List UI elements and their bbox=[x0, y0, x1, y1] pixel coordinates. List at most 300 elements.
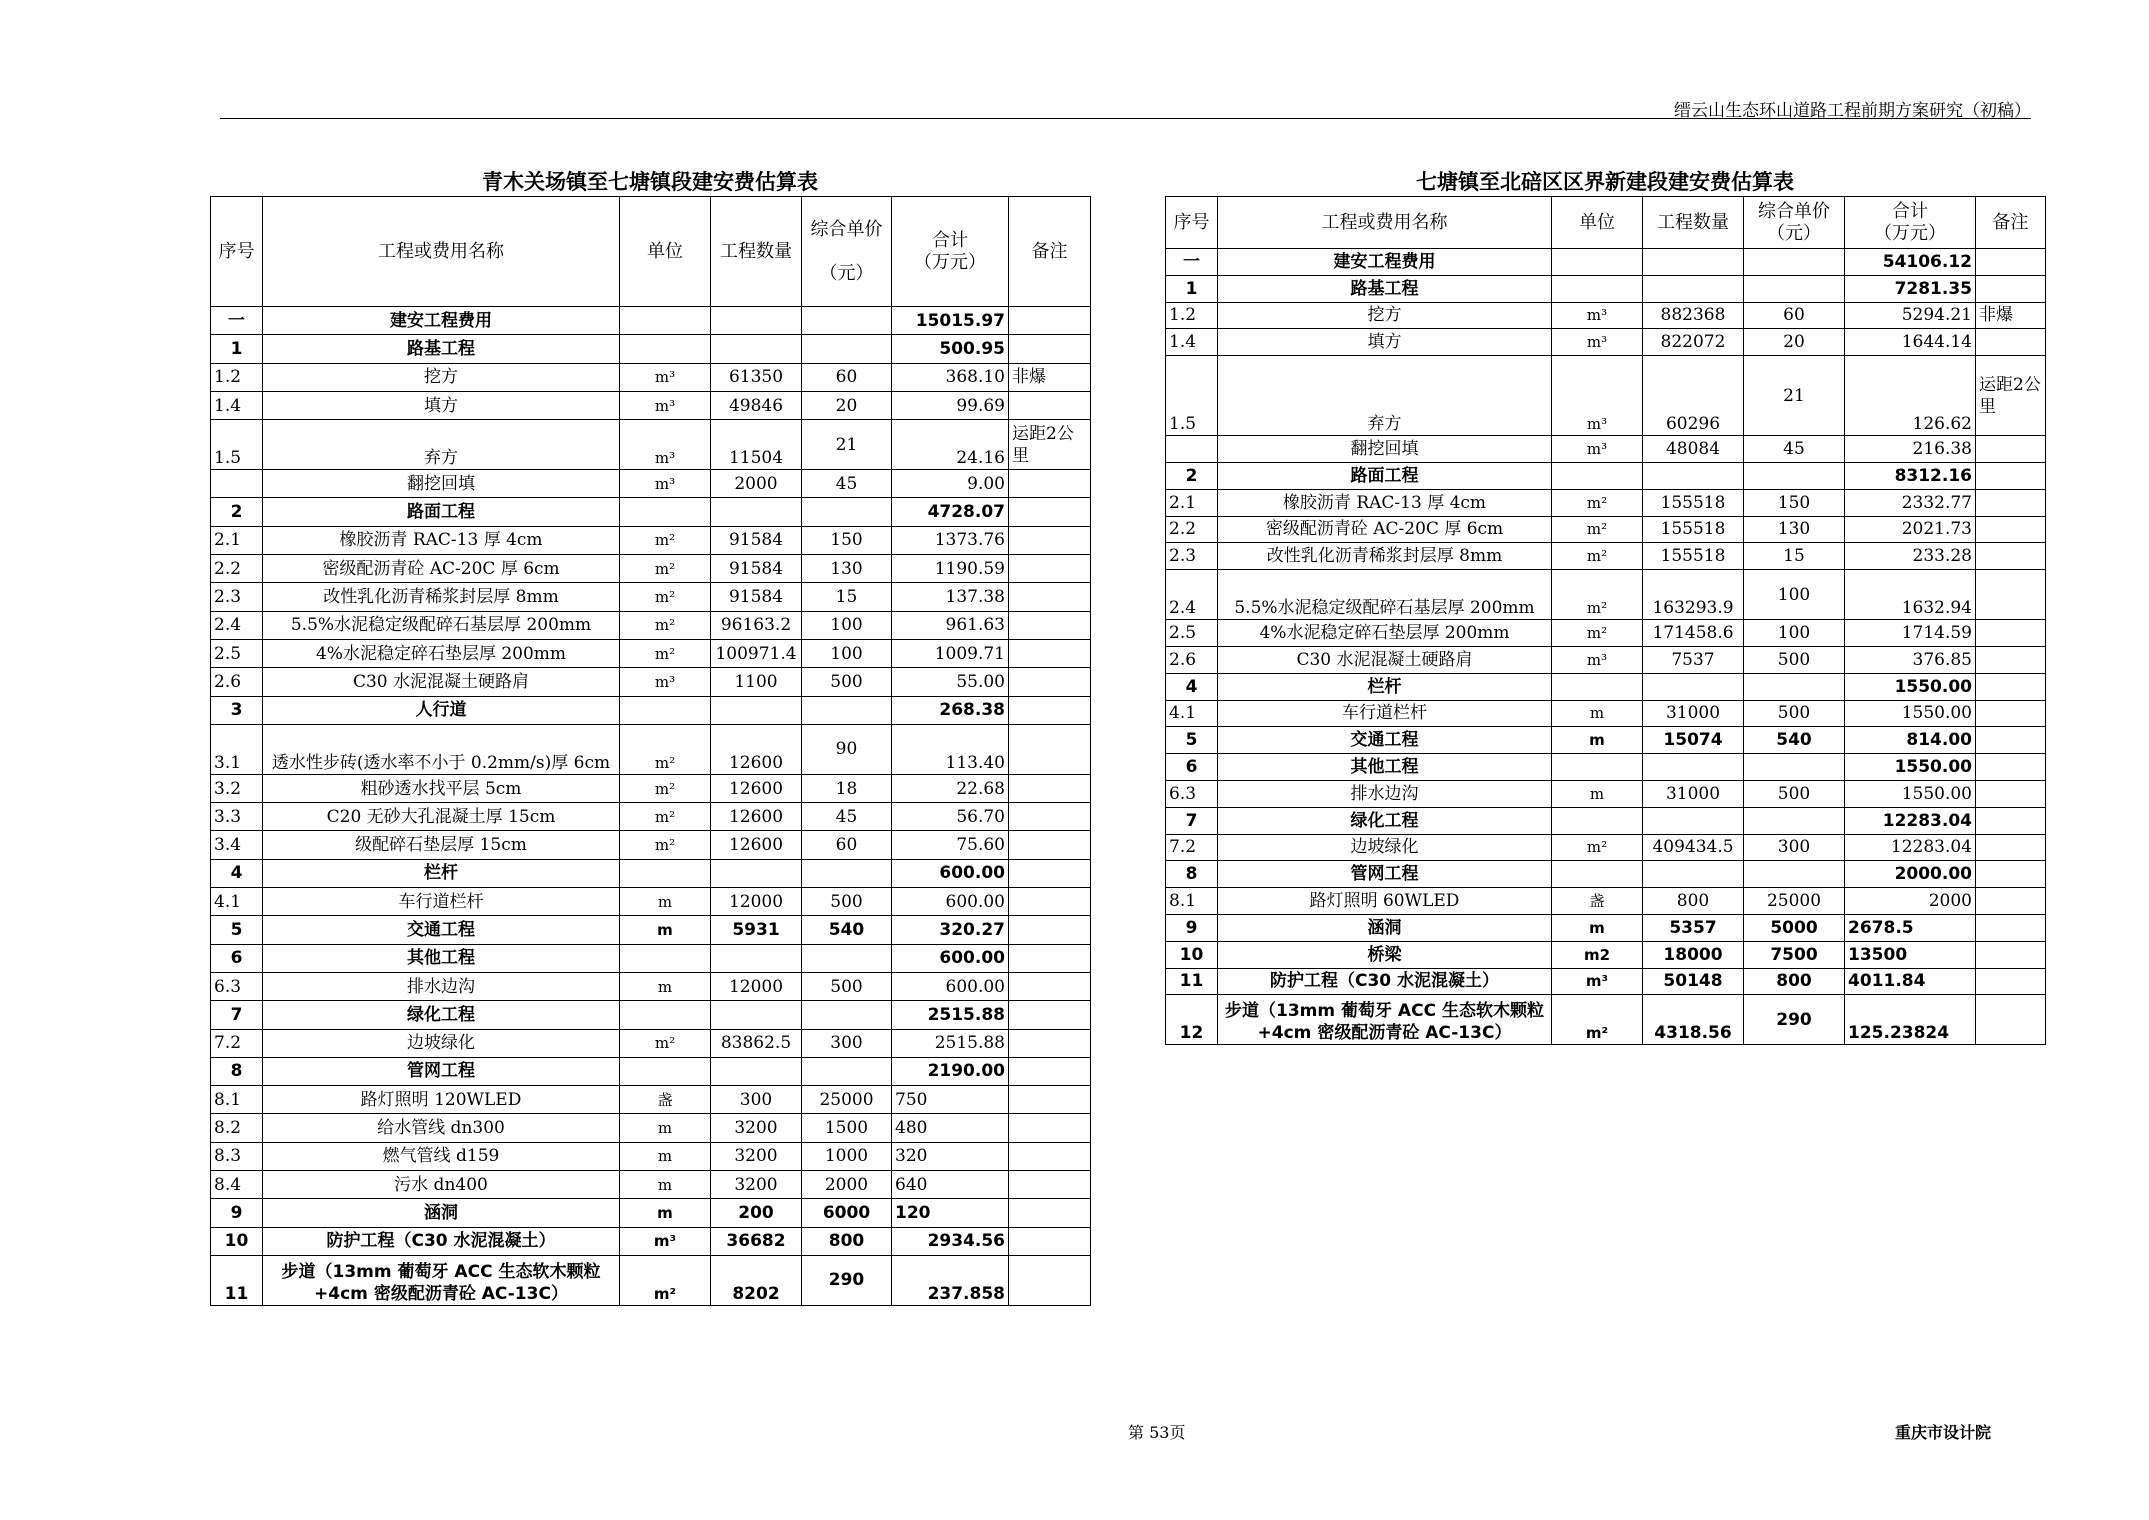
table-row bbox=[1166, 727, 2046, 754]
cell-seq: 7 bbox=[1166, 807, 1218, 834]
cell-note bbox=[1976, 914, 2046, 941]
cell-qty: 49846 bbox=[711, 391, 802, 419]
cell-qty: 100971.4 bbox=[711, 639, 802, 667]
cell-total: 15015.97 bbox=[892, 307, 1009, 335]
cell-note bbox=[1009, 611, 1091, 639]
cell-price: 25000 bbox=[1744, 888, 1845, 915]
cell-qty: 91584 bbox=[711, 526, 802, 554]
cell-qty bbox=[1643, 807, 1744, 834]
table-row bbox=[211, 696, 1091, 724]
cell-name: 5.5%水泥稳定级配碎石基层厚 200mm bbox=[263, 611, 620, 639]
cell-price bbox=[802, 1001, 892, 1029]
cell-qty: 3200 bbox=[711, 1114, 802, 1142]
cell-unit: m³ bbox=[620, 391, 711, 419]
cell-total: 5294.21 bbox=[1845, 302, 1976, 329]
cell-price: 540 bbox=[1744, 727, 1845, 754]
cell-qty: 91584 bbox=[711, 555, 802, 583]
cell-note bbox=[1009, 526, 1091, 554]
cell-total: 268.38 bbox=[892, 696, 1009, 724]
cell-qty: 83862.5 bbox=[711, 1029, 802, 1057]
cell-note bbox=[1976, 700, 2046, 727]
cell-total: 2021.73 bbox=[1845, 516, 1976, 543]
cell-unit: m³ bbox=[1552, 436, 1643, 463]
cell-note bbox=[1976, 780, 2046, 807]
table-row bbox=[211, 1029, 1091, 1057]
cell-qty: 12000 bbox=[711, 972, 802, 1000]
table-row bbox=[211, 774, 1091, 802]
cell-total: 1632.94 bbox=[1845, 570, 1976, 620]
cell-total: 500.95 bbox=[892, 335, 1009, 363]
cell-note bbox=[1009, 803, 1091, 831]
cell-qty: 31000 bbox=[1643, 700, 1744, 727]
cell-note bbox=[1976, 807, 2046, 834]
cell-qty: 3200 bbox=[711, 1142, 802, 1170]
cell-name: 栏杆 bbox=[1218, 673, 1552, 700]
table-row bbox=[211, 859, 1091, 887]
cell-total: 1009.71 bbox=[892, 639, 1009, 667]
cell-price: 21 bbox=[1744, 356, 1845, 436]
cell-seq bbox=[1166, 436, 1218, 463]
cell-seq: 2.4 bbox=[211, 611, 263, 639]
cell-unit: m² bbox=[620, 639, 711, 667]
cell-qty: 12600 bbox=[711, 724, 802, 774]
cell-total: 814.00 bbox=[1845, 727, 1976, 754]
cell-qty bbox=[1643, 462, 1744, 489]
table-row bbox=[1166, 489, 2046, 516]
cell-seq: 7 bbox=[211, 1001, 263, 1029]
cell-name: 挖方 bbox=[1218, 302, 1552, 329]
cell-seq: 2.6 bbox=[1166, 646, 1218, 673]
cell-total: 55.00 bbox=[892, 668, 1009, 696]
cell-price: 500 bbox=[1744, 780, 1845, 807]
table-row bbox=[211, 1227, 1091, 1255]
cell-name: 密级配沥青砼 AC-20C 厚 6cm bbox=[263, 555, 620, 583]
cell-name: 交通工程 bbox=[1218, 727, 1552, 754]
cell-qty: 91584 bbox=[711, 583, 802, 611]
cell-note bbox=[1009, 1227, 1091, 1255]
cell-note bbox=[1009, 774, 1091, 802]
cell-unit: m² bbox=[1552, 543, 1643, 570]
cell-total: 75.60 bbox=[892, 831, 1009, 859]
table-row bbox=[1166, 968, 2046, 995]
footer-page-number: 第 53页 bbox=[1128, 1423, 1186, 1442]
cell-price bbox=[1744, 249, 1845, 276]
cell-name: C30 水泥混凝土硬路肩 bbox=[263, 668, 620, 696]
cell-price: 20 bbox=[1744, 329, 1845, 356]
cell-name: C30 水泥混凝土硬路肩 bbox=[1218, 646, 1552, 673]
cell-seq: 2.1 bbox=[211, 526, 263, 554]
cell-seq: 1 bbox=[1166, 275, 1218, 302]
cell-name: 4%水泥稳定碎石垫层厚 200mm bbox=[1218, 620, 1552, 647]
table-row bbox=[211, 1114, 1091, 1142]
cell-name: 建安工程费用 bbox=[263, 307, 620, 335]
table-row bbox=[211, 335, 1091, 363]
cell-qty: 822072 bbox=[1643, 329, 1744, 356]
cell-name: 填方 bbox=[1218, 329, 1552, 356]
cell-name: 涵洞 bbox=[1218, 914, 1552, 941]
cell-total: 1714.59 bbox=[1845, 620, 1976, 647]
header-note: 备注 bbox=[1009, 197, 1091, 307]
cell-seq: 10 bbox=[1166, 941, 1218, 968]
header-seq: 序号 bbox=[1166, 197, 1218, 249]
cell-note bbox=[1976, 834, 2046, 861]
cell-name: 边坡绿化 bbox=[263, 1029, 620, 1057]
cell-qty: 155518 bbox=[1643, 489, 1744, 516]
cell-total: 8312.16 bbox=[1845, 462, 1976, 489]
cell-qty: 4318.56 bbox=[1643, 995, 1744, 1045]
cell-total: 640 bbox=[892, 1171, 1009, 1199]
cell-price: 25000 bbox=[802, 1086, 892, 1114]
cell-unit: m² bbox=[620, 774, 711, 802]
cell-seq: 6 bbox=[211, 944, 263, 972]
table-row bbox=[1166, 275, 2046, 302]
cell-seq: 2.4 bbox=[1166, 570, 1218, 620]
cell-total: 600.00 bbox=[892, 888, 1009, 916]
cell-seq: 一 bbox=[211, 307, 263, 335]
cell-price: 5000 bbox=[1744, 914, 1845, 941]
cell-price: 300 bbox=[802, 1029, 892, 1057]
table-row bbox=[211, 1086, 1091, 1114]
cell-unit bbox=[1552, 754, 1643, 781]
cell-total: 2678.5 bbox=[1845, 914, 1976, 941]
cell-seq: 3.1 bbox=[211, 724, 263, 774]
cell-note: 非爆 bbox=[1976, 302, 2046, 329]
cell-unit: m bbox=[1552, 727, 1643, 754]
cell-qty: 12600 bbox=[711, 774, 802, 802]
cell-name: 桥梁 bbox=[1218, 941, 1552, 968]
table-row bbox=[1166, 700, 2046, 727]
cell-total: 120 bbox=[892, 1199, 1009, 1227]
cell-note bbox=[1976, 543, 2046, 570]
cell-unit bbox=[1552, 673, 1643, 700]
cell-qty: 61350 bbox=[711, 363, 802, 391]
table-row bbox=[211, 724, 1091, 774]
cell-total: 1644.14 bbox=[1845, 329, 1976, 356]
cell-name: 密级配沥青砼 AC-20C 厚 6cm bbox=[1218, 516, 1552, 543]
cell-qty: 800 bbox=[1643, 888, 1744, 915]
cell-unit: m² bbox=[1552, 570, 1643, 620]
cell-name: 路灯照明 60WLED bbox=[1218, 888, 1552, 915]
cell-total: 600.00 bbox=[892, 944, 1009, 972]
table-row bbox=[1166, 861, 2046, 888]
cell-total: 1190.59 bbox=[892, 555, 1009, 583]
cell-total: 2934.56 bbox=[892, 1227, 1009, 1255]
cell-note bbox=[1009, 639, 1091, 667]
cell-name: 绿化工程 bbox=[263, 1001, 620, 1029]
cell-total: 2000 bbox=[1845, 888, 1976, 915]
cell-name: 步道（13mm 葡萄牙 ACC 生态软木颗粒+4cm 密级配沥青砼 AC-13C） bbox=[263, 1255, 620, 1305]
cell-note bbox=[1009, 1142, 1091, 1170]
cell-price: 90 bbox=[802, 724, 892, 774]
page-header-title: 缙云山生态环山道路工程前期方案研究（初稿） bbox=[1674, 101, 2031, 121]
cell-price bbox=[802, 335, 892, 363]
cell-price: 1500 bbox=[802, 1114, 892, 1142]
cell-name: 路基工程 bbox=[1218, 275, 1552, 302]
cell-price: 45 bbox=[1744, 436, 1845, 463]
table-row bbox=[1166, 516, 2046, 543]
header-qty: 工程数量 bbox=[1643, 197, 1744, 249]
cell-qty: 2000 bbox=[711, 470, 802, 498]
table-row bbox=[211, 888, 1091, 916]
cell-price: 130 bbox=[802, 555, 892, 583]
cell-total: 99.69 bbox=[892, 391, 1009, 419]
cell-seq: 1.2 bbox=[211, 363, 263, 391]
cell-total: 2332.77 bbox=[1845, 489, 1976, 516]
cell-name: 5.5%水泥稳定级配碎石基层厚 200mm bbox=[1218, 570, 1552, 620]
cell-unit: m³ bbox=[620, 668, 711, 696]
cell-unit bbox=[1552, 807, 1643, 834]
cell-qty: 300 bbox=[711, 1086, 802, 1114]
cell-total: 237.858 bbox=[892, 1255, 1009, 1305]
cell-qty: 11504 bbox=[711, 420, 802, 470]
cell-qty: 60296 bbox=[1643, 356, 1744, 436]
table-row bbox=[1166, 646, 2046, 673]
cell-total: 2190.00 bbox=[892, 1057, 1009, 1085]
cell-unit bbox=[620, 498, 711, 526]
cell-note bbox=[1009, 583, 1091, 611]
cell-name: 给水管线 dn300 bbox=[263, 1114, 620, 1142]
cell-total: 1373.76 bbox=[892, 526, 1009, 554]
cell-seq: 7.2 bbox=[1166, 834, 1218, 861]
table-row bbox=[1166, 914, 2046, 941]
cell-name: 挖方 bbox=[263, 363, 620, 391]
cell-note bbox=[1976, 888, 2046, 915]
cell-qty bbox=[711, 1001, 802, 1029]
table-row bbox=[1166, 570, 2046, 620]
cell-seq: 2.6 bbox=[211, 668, 263, 696]
cell-qty: 36682 bbox=[711, 1227, 802, 1255]
cell-total: 320.27 bbox=[892, 916, 1009, 944]
cell-seq: 8.4 bbox=[211, 1171, 263, 1199]
table-row bbox=[1166, 436, 2046, 463]
table-row bbox=[1166, 673, 2046, 700]
cell-seq: 6.3 bbox=[211, 972, 263, 1000]
cell-seq: 9 bbox=[211, 1199, 263, 1227]
cell-unit: m² bbox=[620, 583, 711, 611]
cell-seq: 2.2 bbox=[211, 555, 263, 583]
cell-qty: 1100 bbox=[711, 668, 802, 696]
cell-qty: 31000 bbox=[1643, 780, 1744, 807]
cell-note bbox=[1009, 1114, 1091, 1142]
cell-note bbox=[1009, 831, 1091, 859]
cell-note bbox=[1009, 1001, 1091, 1029]
cell-name: 其他工程 bbox=[263, 944, 620, 972]
cell-name: 改性乳化沥青稀浆封层厚 8mm bbox=[263, 583, 620, 611]
cell-qty: 12000 bbox=[711, 888, 802, 916]
cell-total: 125.23824 bbox=[1845, 995, 1976, 1045]
cell-total: 376.85 bbox=[1845, 646, 1976, 673]
header-note: 备注 bbox=[1976, 197, 2046, 249]
cell-name: 级配碎石垫层厚 15cm bbox=[263, 831, 620, 859]
cell-price: 15 bbox=[1744, 543, 1845, 570]
cell-unit: m² bbox=[1552, 995, 1643, 1045]
cell-price: 500 bbox=[1744, 646, 1845, 673]
cell-unit: m³ bbox=[1552, 968, 1643, 995]
cell-note bbox=[1976, 941, 2046, 968]
cell-name: 路基工程 bbox=[263, 335, 620, 363]
cell-seq: 4 bbox=[211, 859, 263, 887]
cell-total: 56.70 bbox=[892, 803, 1009, 831]
cell-unit bbox=[620, 944, 711, 972]
cell-note bbox=[1009, 391, 1091, 419]
cell-unit: m bbox=[1552, 780, 1643, 807]
cell-unit: m² bbox=[620, 611, 711, 639]
cell-unit: m bbox=[620, 1142, 711, 1170]
cell-qty: 18000 bbox=[1643, 941, 1744, 968]
cell-unit bbox=[620, 1057, 711, 1085]
cell-price: 500 bbox=[1744, 700, 1845, 727]
table-row bbox=[211, 1057, 1091, 1085]
cell-name: 栏杆 bbox=[263, 859, 620, 887]
cell-note bbox=[1976, 436, 2046, 463]
cell-total: 2000.00 bbox=[1845, 861, 1976, 888]
cell-note bbox=[1009, 1057, 1091, 1085]
cell-note bbox=[1009, 724, 1091, 774]
cell-seq: 2 bbox=[211, 498, 263, 526]
left-table-title: 青木关场镇至七塘镇段建安费估算表 bbox=[482, 170, 818, 194]
cell-price: 100 bbox=[802, 639, 892, 667]
cell-name: 透水性步砖(透水率不小于 0.2mm/s)厚 6cm bbox=[263, 724, 620, 774]
table-row bbox=[1166, 543, 2046, 570]
header-qty: 工程数量 bbox=[711, 197, 802, 307]
cell-price: 500 bbox=[802, 888, 892, 916]
table-row bbox=[211, 1001, 1091, 1029]
cell-note bbox=[1009, 1171, 1091, 1199]
cell-price: 45 bbox=[802, 470, 892, 498]
cell-qty: 155518 bbox=[1643, 516, 1744, 543]
cell-name: 污水 dn400 bbox=[263, 1171, 620, 1199]
cell-total: 54106.12 bbox=[1845, 249, 1976, 276]
cell-note bbox=[1976, 620, 2046, 647]
cell-qty: 171458.6 bbox=[1643, 620, 1744, 647]
cell-price: 500 bbox=[802, 972, 892, 1000]
cell-note bbox=[1009, 1255, 1091, 1305]
cell-name: 粗砂透水找平层 5cm bbox=[263, 774, 620, 802]
cell-qty bbox=[1643, 249, 1744, 276]
table-row bbox=[211, 972, 1091, 1000]
cell-seq: 11 bbox=[1166, 968, 1218, 995]
cell-name: 填方 bbox=[263, 391, 620, 419]
table-row bbox=[211, 363, 1091, 391]
cell-qty bbox=[711, 944, 802, 972]
cell-price: 290 bbox=[802, 1255, 892, 1305]
cell-qty: 163293.9 bbox=[1643, 570, 1744, 620]
cell-note bbox=[1009, 555, 1091, 583]
cell-unit bbox=[1552, 861, 1643, 888]
cell-name: 路面工程 bbox=[263, 498, 620, 526]
table-row bbox=[211, 583, 1091, 611]
cell-price: 500 bbox=[802, 668, 892, 696]
cell-unit: m³ bbox=[620, 1227, 711, 1255]
cell-qty: 8202 bbox=[711, 1255, 802, 1305]
cell-note bbox=[1009, 696, 1091, 724]
cell-unit: m² bbox=[620, 1255, 711, 1305]
cell-name: 改性乳化沥青稀浆封层厚 8mm bbox=[1218, 543, 1552, 570]
cell-total: 2515.88 bbox=[892, 1001, 1009, 1029]
cell-seq: 2.2 bbox=[1166, 516, 1218, 543]
header-total: 合计 （万元） bbox=[1845, 197, 1976, 249]
header-price: 综合单价 （元） bbox=[802, 197, 892, 307]
cell-seq: 8 bbox=[211, 1057, 263, 1085]
table-row bbox=[1166, 462, 2046, 489]
cell-unit bbox=[620, 335, 711, 363]
cell-note: 非爆 bbox=[1009, 363, 1091, 391]
cell-seq: 2.3 bbox=[1166, 543, 1218, 570]
cell-note bbox=[1976, 462, 2046, 489]
cell-note: 运距2公里 bbox=[1009, 420, 1091, 470]
table-row bbox=[211, 307, 1091, 335]
cell-name: 弃方 bbox=[263, 420, 620, 470]
cell-unit: m² bbox=[620, 831, 711, 859]
cell-unit: m bbox=[620, 972, 711, 1000]
cell-qty bbox=[1643, 861, 1744, 888]
cell-seq: 1.5 bbox=[211, 420, 263, 470]
cell-total: 12283.04 bbox=[1845, 834, 1976, 861]
cell-name: 燃气管线 d159 bbox=[263, 1142, 620, 1170]
cell-note bbox=[1009, 307, 1091, 335]
cell-seq: 4.1 bbox=[211, 888, 263, 916]
table-row bbox=[1166, 941, 2046, 968]
cell-unit bbox=[1552, 249, 1643, 276]
cell-unit: m³ bbox=[1552, 356, 1643, 436]
cell-price: 150 bbox=[1744, 489, 1845, 516]
header-name: 工程或费用名称 bbox=[1218, 197, 1552, 249]
cell-name: 绿化工程 bbox=[1218, 807, 1552, 834]
cell-qty: 155518 bbox=[1643, 543, 1744, 570]
cell-note bbox=[1009, 1086, 1091, 1114]
cell-unit bbox=[1552, 462, 1643, 489]
cell-name: 路面工程 bbox=[1218, 462, 1552, 489]
cell-unit: m bbox=[1552, 700, 1643, 727]
cell-qty: 3200 bbox=[711, 1171, 802, 1199]
cell-qty bbox=[711, 335, 802, 363]
table-row bbox=[1166, 329, 2046, 356]
cell-seq: 2.5 bbox=[211, 639, 263, 667]
cell-total: 600.00 bbox=[892, 972, 1009, 1000]
cell-name: 橡胶沥青 RAC-13 厚 4cm bbox=[263, 526, 620, 554]
cell-unit: m² bbox=[620, 526, 711, 554]
cell-name: 车行道栏杆 bbox=[1218, 700, 1552, 727]
cell-qty: 409434.5 bbox=[1643, 834, 1744, 861]
cell-name: 边坡绿化 bbox=[1218, 834, 1552, 861]
cell-seq: 1 bbox=[211, 335, 263, 363]
cell-note bbox=[1976, 727, 2046, 754]
cell-unit: m bbox=[620, 1114, 711, 1142]
cell-name: 建安工程费用 bbox=[1218, 249, 1552, 276]
cell-qty: 15074 bbox=[1643, 727, 1744, 754]
cell-unit: m² bbox=[1552, 834, 1643, 861]
table-row bbox=[211, 498, 1091, 526]
cell-seq: 6 bbox=[1166, 754, 1218, 781]
cell-price: 60 bbox=[802, 831, 892, 859]
cell-unit: m³ bbox=[620, 420, 711, 470]
header-name: 工程或费用名称 bbox=[263, 197, 620, 307]
cell-note: 运距2公里 bbox=[1976, 356, 2046, 436]
table-row bbox=[211, 526, 1091, 554]
cell-seq: 2.1 bbox=[1166, 489, 1218, 516]
cell-qty: 5931 bbox=[711, 916, 802, 944]
cell-name: 橡胶沥青 RAC-13 厚 4cm bbox=[1218, 489, 1552, 516]
cell-seq: 8.1 bbox=[1166, 888, 1218, 915]
cell-total: 7281.35 bbox=[1845, 275, 1976, 302]
cell-qty bbox=[1643, 673, 1744, 700]
cell-total: 13500 bbox=[1845, 941, 1976, 968]
cell-total: 480 bbox=[892, 1114, 1009, 1142]
cell-unit: m bbox=[620, 1171, 711, 1199]
cell-qty: 882368 bbox=[1643, 302, 1744, 329]
cell-qty bbox=[711, 1057, 802, 1085]
cell-qty bbox=[1643, 275, 1744, 302]
